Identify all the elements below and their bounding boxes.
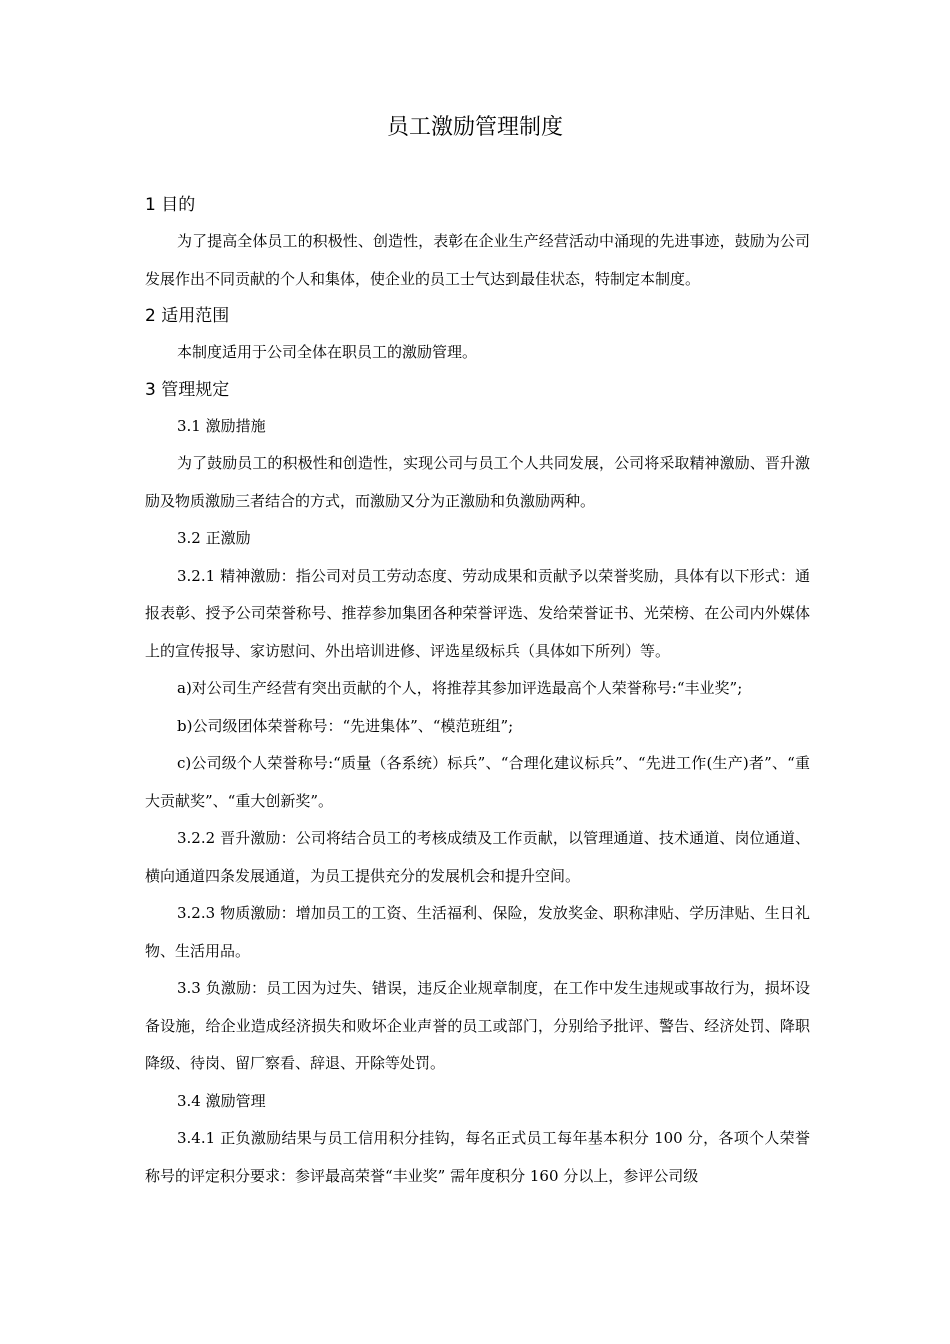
list-item: c)公司级个人荣誉称号:“质量（各系统）标兵”、“合理化建议标兵”、“先进工作(生产)者”、“重大贡献奖”、“重大创新奖”。 (145, 754, 810, 810)
section-heading: 2 适用范围 (145, 306, 230, 326)
paragraph: 3.2.3 物质激励：增加员工的工资、生活福利、保险，发放奖金、职称津贴、学历津贴、生日礼物、生活用品。 (145, 904, 810, 960)
subsection-heading: 3.2 正激励 (177, 529, 251, 547)
paragraph: 3.3 负激励：员工因为过失、错误，违反企业规章制度，在工作中发生违规或事故行为，损坏设备设施，给企业造成经济损失和败坏企业声誉的员工或部门，分别给予批评、警告、经济处罚、降职降级、待岗、留厂察看、辞退、开除等处罚。 (145, 979, 810, 1072)
paragraph: 3.2.1 精神激励：指公司对员工劳动态度、劳动成果和贡献予以荣誉奖励，具体有以下形式：通报表彰、授予公司荣誉称号、推荐参加集团各种荣誉评选、发给荣誉证书、光荣榜、在公司内外媒体上的宣传报导、家访慰问、外出培训进修、评选星级标兵（具体如下所列）等。 (145, 566, 810, 660)
paragraph: 3.2.2 晋升激励：公司将结合员工的考核成绩及工作贡献，以管理通道、技术通道、岗位通道、横向通道四条发展通道，为员工提供充分的发展机会和提升空间。 (145, 829, 810, 885)
list-item: a)对公司生产经营有突出贡献的个人，将推荐其参加评选最高个人荣誉称号:“丰业奖”; (177, 679, 743, 697)
list-item: b)公司级团体荣誉称号：“先进集体”、“模范班组”; (177, 716, 514, 735)
section-purpose (145, 191, 810, 298)
paragraph: 为了提高全体员工的积极性、创造性，表彰在企业生产经营活动中涌现的先进事迹，鼓励为公司发展作出不同贡献的个人和集体，使企业的员工士气达到最佳状态，特制定本制度。 (145, 232, 810, 288)
section-heading: 1 目的 (145, 195, 196, 215)
section-scope (145, 302, 810, 372)
subsection-heading: 3.1 激励措施 (177, 416, 266, 435)
document-title: 员工激励管理制度 (386, 115, 563, 140)
document-body (145, 191, 810, 1195)
paragraph: 3.4.1 正负激励结果与员工信用积分挂钩，每名正式员工每年基本积分 100 分，各项个人荣誉称号的评定积分要求：参评最高荣誉“丰业奖” 需年度积分 160 分以上，参评公司级 (145, 1129, 810, 1185)
subsection-heading: 3.4 激励管理 (177, 1091, 266, 1110)
paragraph: 为了鼓励员工的积极性和创造性，实现公司与员工个人共同发展，公司将采取精神激励、晋升激励及物质激励三者结合的方式，而激励又分为正激励和负激励两种。 (145, 454, 810, 510)
section-regulations (145, 376, 810, 1196)
paragraph: 本制度适用于公司全体在职员工的激励管理。 (177, 343, 478, 361)
section-heading: 3 管理规定 (145, 379, 230, 400)
